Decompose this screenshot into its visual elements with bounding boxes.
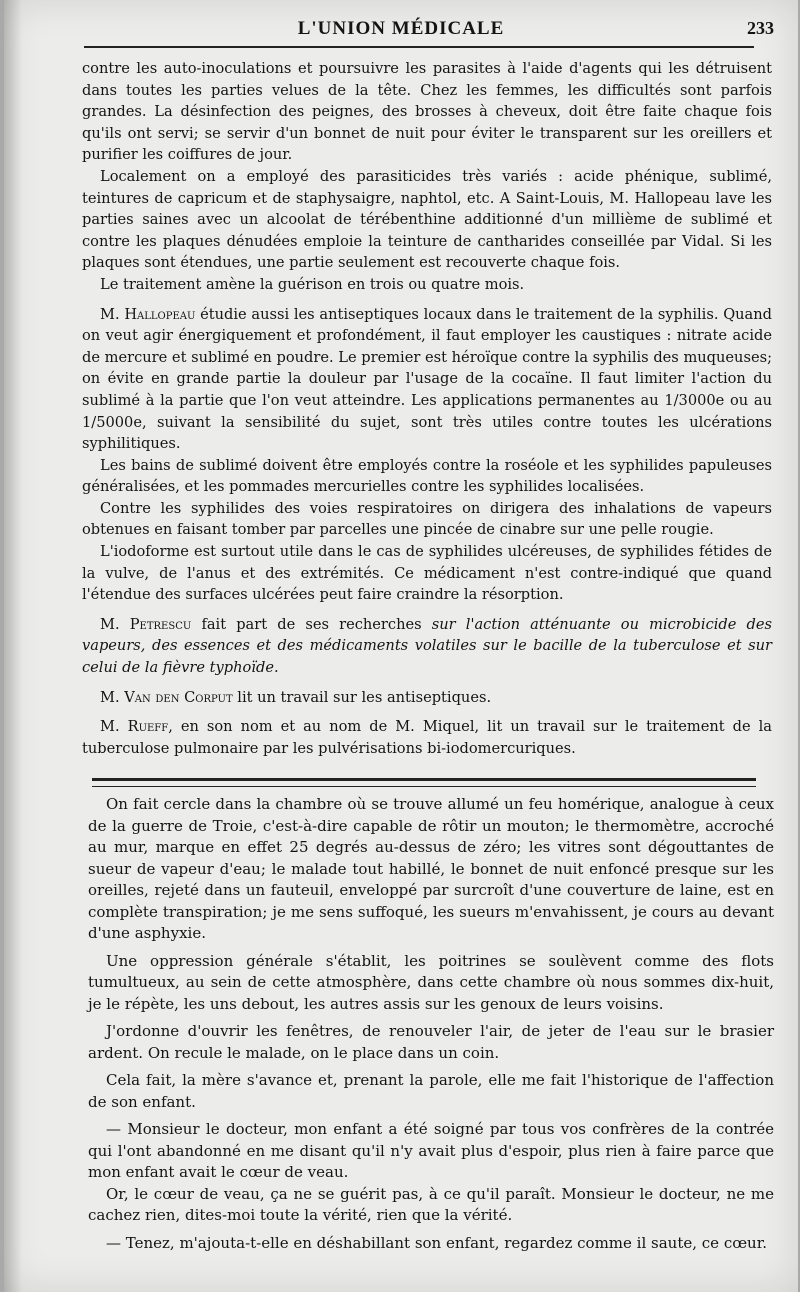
paragraph: Cela fait, la mère s'avance et, prenant la parole, elle me fait l'historique de l'affection de son enfant.	[88, 1071, 774, 1111]
speaker-name: Rueff	[127, 718, 169, 736]
speaker-prefix: M.	[100, 718, 128, 736]
speaker-name: Petrescu	[129, 615, 192, 633]
speaker-name: Van den Corput	[124, 688, 233, 706]
paragraph: contre les auto-inoculations et poursuivre les parasites à l'aide d'agents qui les détruisent dans toutes les parties velues de la tête. Chez les femmes, les difficultés sont parfois grandes. La désinfection des peignes, des brosses à cheveux, doit être faite chaque fois qu'ils ont servi; se servir d'un bonnet de nuit pour éviter le transparent sur les oreillers et purifier les coiffures de jour.	[82, 60, 772, 164]
page-number: 233	[747, 18, 774, 38]
paragraph: — Tenez, m'ajouta-t-elle en déshabillant son enfant, regardez comme il saute, ce cœur.	[106, 1233, 768, 1252]
paragraph: Or, le cœur de veau, ça ne se guérit pas, à ce qu'il paraît. Monsieur le docteur, ne me cachez rien, dites-moi toute la vérité, rien que la vérité.	[88, 1184, 774, 1224]
paragraph: — Monsieur le docteur, mon enfant a été soigné par tous vos confrères de la contrée qui l'ont abandonné en me disant qu'il n'y avait plus d'espoir, plus rien à faire parce que mon enfant avait le cœur de veau.	[88, 1120, 774, 1181]
speaker-prefix: M.	[100, 615, 130, 633]
paragraph: Contre les syphilides des voies respiratoires on dirigera des inhalations de vapeurs obtenues en faisant tomber par parcelles une pincée de cinabre sur une pelle rougie.	[82, 499, 772, 539]
journal-title: L'UNION MÉDICALE	[297, 18, 505, 39]
paragraph-text: fait part de ses recherches	[191, 615, 432, 633]
header-rule	[84, 46, 754, 48]
paragraph-text: , en son nom et au nom de M. Miquel, lit un travail sur le traitement de la tuberculose pulmonaire par les pulvérisations bi-iodomercuriques.	[82, 718, 772, 757]
paragraph	[82, 614, 772, 679]
paragraph-text: lit un travail sur les antiseptiques.	[232, 688, 492, 706]
section-separator	[92, 778, 756, 787]
paragraph	[82, 716, 772, 759]
speaker-prefix: M.	[100, 305, 125, 323]
speaker-prefix: M.	[100, 688, 125, 706]
feuilleton-text	[88, 794, 774, 1254]
journal-page	[4, 0, 798, 1292]
paragraph	[82, 304, 772, 455]
paragraph: Le traitement amène la guérison en trois ou quatre mois.	[100, 275, 525, 293]
paragraph: On fait cercle dans la chambre où se trouve allumé un feu homérique, analogue à ceux de la guerre de Troie, c'est-à-dire capable de rôtir un mouton; le thermomètre, accroché au mur, marque en effet 25 degrés au-dessus de zéro; les vitres sont dégouttantes de sueur de vapeur d'eau; le malade tout habillé, le bonnet de nuit enfoncé presque sur les oreilles, rejeté dans un fauteuil, enveloppé par surcroît d'une couverture de laine, est en complète transpiration; je me sens suffoqué, les sueurs m'envahissent, je cours au devant d'une asphyxie.	[88, 795, 774, 942]
paragraph: Une oppression générale s'établit, les poitrines se soulèvent comme des flots tumultueux, au sein de cette atmosphère, dans cette chambre où nous sommes dix-huit, je le répète, les uns debout, les autres assis sur les genoux de leurs voisins.	[88, 951, 774, 1013]
paragraph: Localement on a employé des parasiticides très variés : acide phénique, sublimé, teintures de capricum et de staphysaigre, naphtol, etc. A Saint-Louis, M. Hallopeau lave les parties saines avec un alcoolat de térébenthine additionné d'un millième de sublimé et contre les plaques dénudées emploie la teinture de cantharides conseillée par Vidal. Si les plaques sont étendues, une partie seulement est recouverte chaque fois.	[82, 167, 772, 272]
paragraph: J'ordonne d'ouvrir les fenêtres, de renouveler l'air, de jeter de l'eau sur le brasier ardent. On recule le malade, on le place dans un coin.	[88, 1022, 774, 1062]
speaker-name: Hallopeau	[124, 305, 196, 323]
running-head	[4, 14, 798, 44]
paragraph	[82, 687, 772, 709]
paragraph: Les bains de sublimé doivent être employés contre la roséole et les syphilides papuleuses généralisées, et les pommades mercurielles contre les syphilides localisées.	[82, 456, 772, 496]
upper-article	[82, 58, 772, 759]
paper-title: sur l'action atténuante ou microbicide des vapeurs, des essences et des médicaments volatiles sur le bacille de la tuberculose et sur celui de la fièvre typhoïde.	[82, 615, 772, 677]
paragraph: L'iodoforme est surtout utile dans le cas de syphilides ulcéreuses, de syphilides fétides de la vulve, de l'anus et des extrémités. Ce médicament n'est contre-indiqué que quand l'étendue des surfaces ulcérées peut faire craindre la résorption.	[82, 543, 772, 604]
paragraph-text: étudie aussi les antiseptiques locaux dans le traitement de la syphilis. Quand on veut agir énergiquement et profondément, il faut employer les caustiques : nitrate acide de mercure et sublimé en poudre. Le premier est héroïque contre la syphilis des muqueuses; on évite en grande partie la douleur par l'usage de la cocaïne. Il faut limiter l'action du sublimé à la partie que l'on veut atteindre. Les applications permanentes au 1/3000e ou au 1/5000e, suivant la sensibilité du sujet, sont très utiles contre toutes les ulcérations syphilitiques.	[82, 305, 772, 453]
